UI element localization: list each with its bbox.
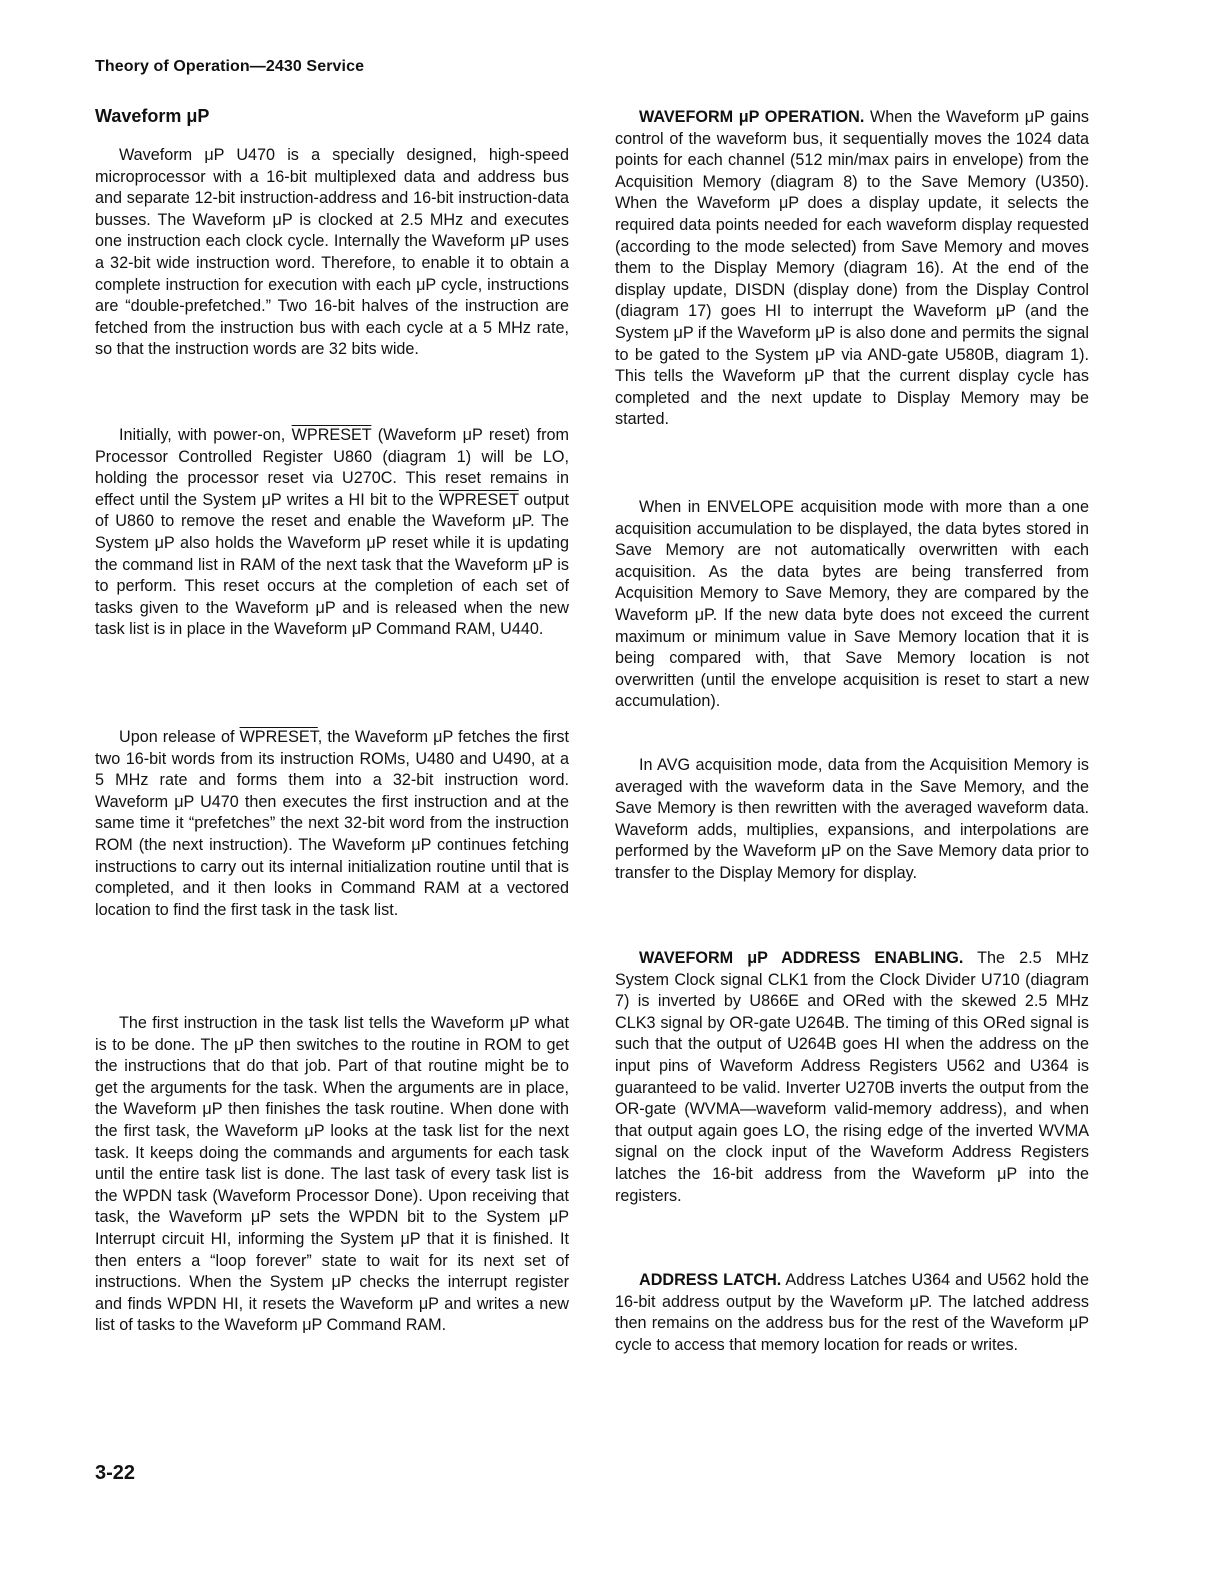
paragraph-reset-release [95, 727, 569, 921]
paragraph-address-latch [615, 1270, 1089, 1356]
subheading-address-latch: ADDRESS LATCH. [639, 1271, 782, 1289]
paragraph-envelope-mode: When in ENVELOPE acquisition mode with more than a one acquisition accumulation to be displayed, the data bytes stored in Save Memory are not automatically overwritten with each acquisition. As the data bytes are being transferred from Acquisition Memory to Save Memory, they are compared by the Waveform μP. If the new data byte does not exceed the current maximum or minimum value in Save Memory location that it is being compared with, that Save Memory location is not overwritten (until the envelope acquisition is reset to start a new accumulation). [615, 498, 1089, 711]
signal-wpreset: WPRESET [438, 490, 519, 509]
paragraph-intro: Waveform μP U470 is a specially designed, high-speed microprocessor with a 16-bit multiplexed data and address bus and separate 12-bit instruction-address and 16-bit instruction-data busses. The Waveform μP is clocked at 2.5 MHz and executes one instruction each clock cycle. Internally the Waveform μP uses a 32-bit wide instruction word. Therefore, to enable it to obtain a complete instruction for execution with each μP cycle, instructions are “double-prefetched.” Two 16-bit halves of the instruction are fetched from the instruction bus with each cycle at a 5 MHz rate, so that the instruction words are 32 bits wide. [95, 146, 569, 359]
text-run: Initially, with power-on, [119, 426, 292, 444]
paragraph-avg-mode: In AVG acquisition mode, data from the Acquisition Memory is averaged with the waveform data in the Save Memory, and the Save Memory is then rewritten with the averaged waveform data. Waveform adds, multiplies, expansions, and interpolations are performed by the Waveform μP on the Save Memory data prior to transfer to the Display Memory for display. [615, 756, 1089, 882]
subheading-address-enabling: WAVEFORM μP ADDRESS ENABLING. [639, 949, 964, 967]
text-run: Upon release of [119, 728, 240, 746]
text-run: The 2.5 MHz System Clock signal CLK1 from the Clock Divider U710 (diagram 7) is inverted by U866E and ORed with the skewed 2.5 MHz CLK3 signal by OR-gate U264B. The timing of this ORed signal is such that the output of U264B goes HI when the address on the input pins of Waveform Address Registers U562 and U364 is guaranteed to be valid. Inverter U270B inverts the output from the OR-gate (WVMA—waveform valid-memory address), and when that output again goes LO, the rising edge of the inverted WVMA signal on the clock input of the Waveform Address Registers latches the 16-bit address from the Waveform μP into the registers. [615, 949, 1089, 1205]
page-number: 3-22 [95, 1462, 136, 1484]
running-header: Theory of Operation—2430 Service [95, 58, 365, 75]
paragraph-operation [615, 107, 1089, 431]
paragraph-task-list: The first instruction in the task list tells the Waveform μP what is to be done. The μP then switches to the routine in ROM to get the instructions that do that job. Part of that routine might be to get the arguments for the task. When the arguments are in place, the Waveform μP then finishes the task routine. When done with the first task, the Waveform μP looks at the task list for the next task. It keeps doing the commands and arguments for each task until the entire task list is done. The last task of every task list is the WPDN task (Waveform Processor Done). Upon receiving that task, the Waveform μP sets the WPDN bit to the System μP Interrupt circuit HI, informing the System μP that it is finished. It then enters a “loop forever” state to wait for its next set of instructions. When the System μP checks the interrupt register and finds WPDN HI, it resets the Waveform μP and writes a new list of tasks to the Waveform μP Command RAM. [95, 1014, 569, 1335]
text-run: , the Waveform μP fetches the first two 16-bit words from its instruction ROMs, U480 and U490, at a 5 MHz rate and forms them into a 32-bit instruction word. Waveform μP U470 then executes the first instruction and at the same time it “prefetches” the next 32-bit word from the instruction ROM (the next instruction). The Waveform μP continues fetching instructions to carry out its internal initialization routine until that is completed, and it then looks in Command RAM at a vectored location to find the first task in the task list. [95, 728, 569, 919]
paragraph-address-enabling [615, 948, 1089, 1207]
text-run: output of U860 to remove the reset and enable the Waveform μP. The System μP also holds the Waveform μP reset while it is updating the command list in RAM of the next task that the Waveform μP is to perform. This reset occurs at the completion of each set of tasks given to the Waveform μP and is released when the new task list is in place in the Waveform μP Command RAM, U440. [95, 490, 569, 639]
section-heading: Waveform μP [95, 106, 210, 126]
text-run: Address Latches U364 and U562 hold the 16-bit address output by the Waveform μP. The latched address then remains on the address bus for the rest of the Waveform μP cycle to access that memory location for reads or writes. [615, 1271, 1089, 1354]
subheading-operation: WAVEFORM μP OPERATION. [639, 108, 865, 126]
text-run: (Waveform μP reset) from Processor Controlled Register U860 (diagram 1) will be LO, holding the processor reset via U270C. This reset remains in effect until the System μP writes a HI bit to the [95, 426, 569, 509]
text-run: When the Waveform μP gains control of the waveform bus, it sequentially moves the 1024 data points for each channel (512 min/max pairs in envelope) from the Acquisition Memory (diagram 8) to the Save Memory (U350). When the Waveform μP does a display update, it selects the required data points needed for each waveform display requested (according to the mode selected) from Save Memory and moves them to the Display Memory (diagram 16). At the end of the display update, DISDN (display done) from the Display Control (diagram 17) goes HI to interrupt the Waveform μP (and the System μP if the Waveform μP is also done and permits the signal to be gated to the System μP via AND-gate U580B, diagram 1). This tells the Waveform μP that the current display cycle has completed and the next update to Display Memory may be started. [615, 108, 1089, 429]
signal-wpreset: WPRESET [291, 426, 372, 444]
signal-wpreset: WPRESET [239, 728, 318, 746]
paragraph-power-on-reset [95, 425, 569, 641]
